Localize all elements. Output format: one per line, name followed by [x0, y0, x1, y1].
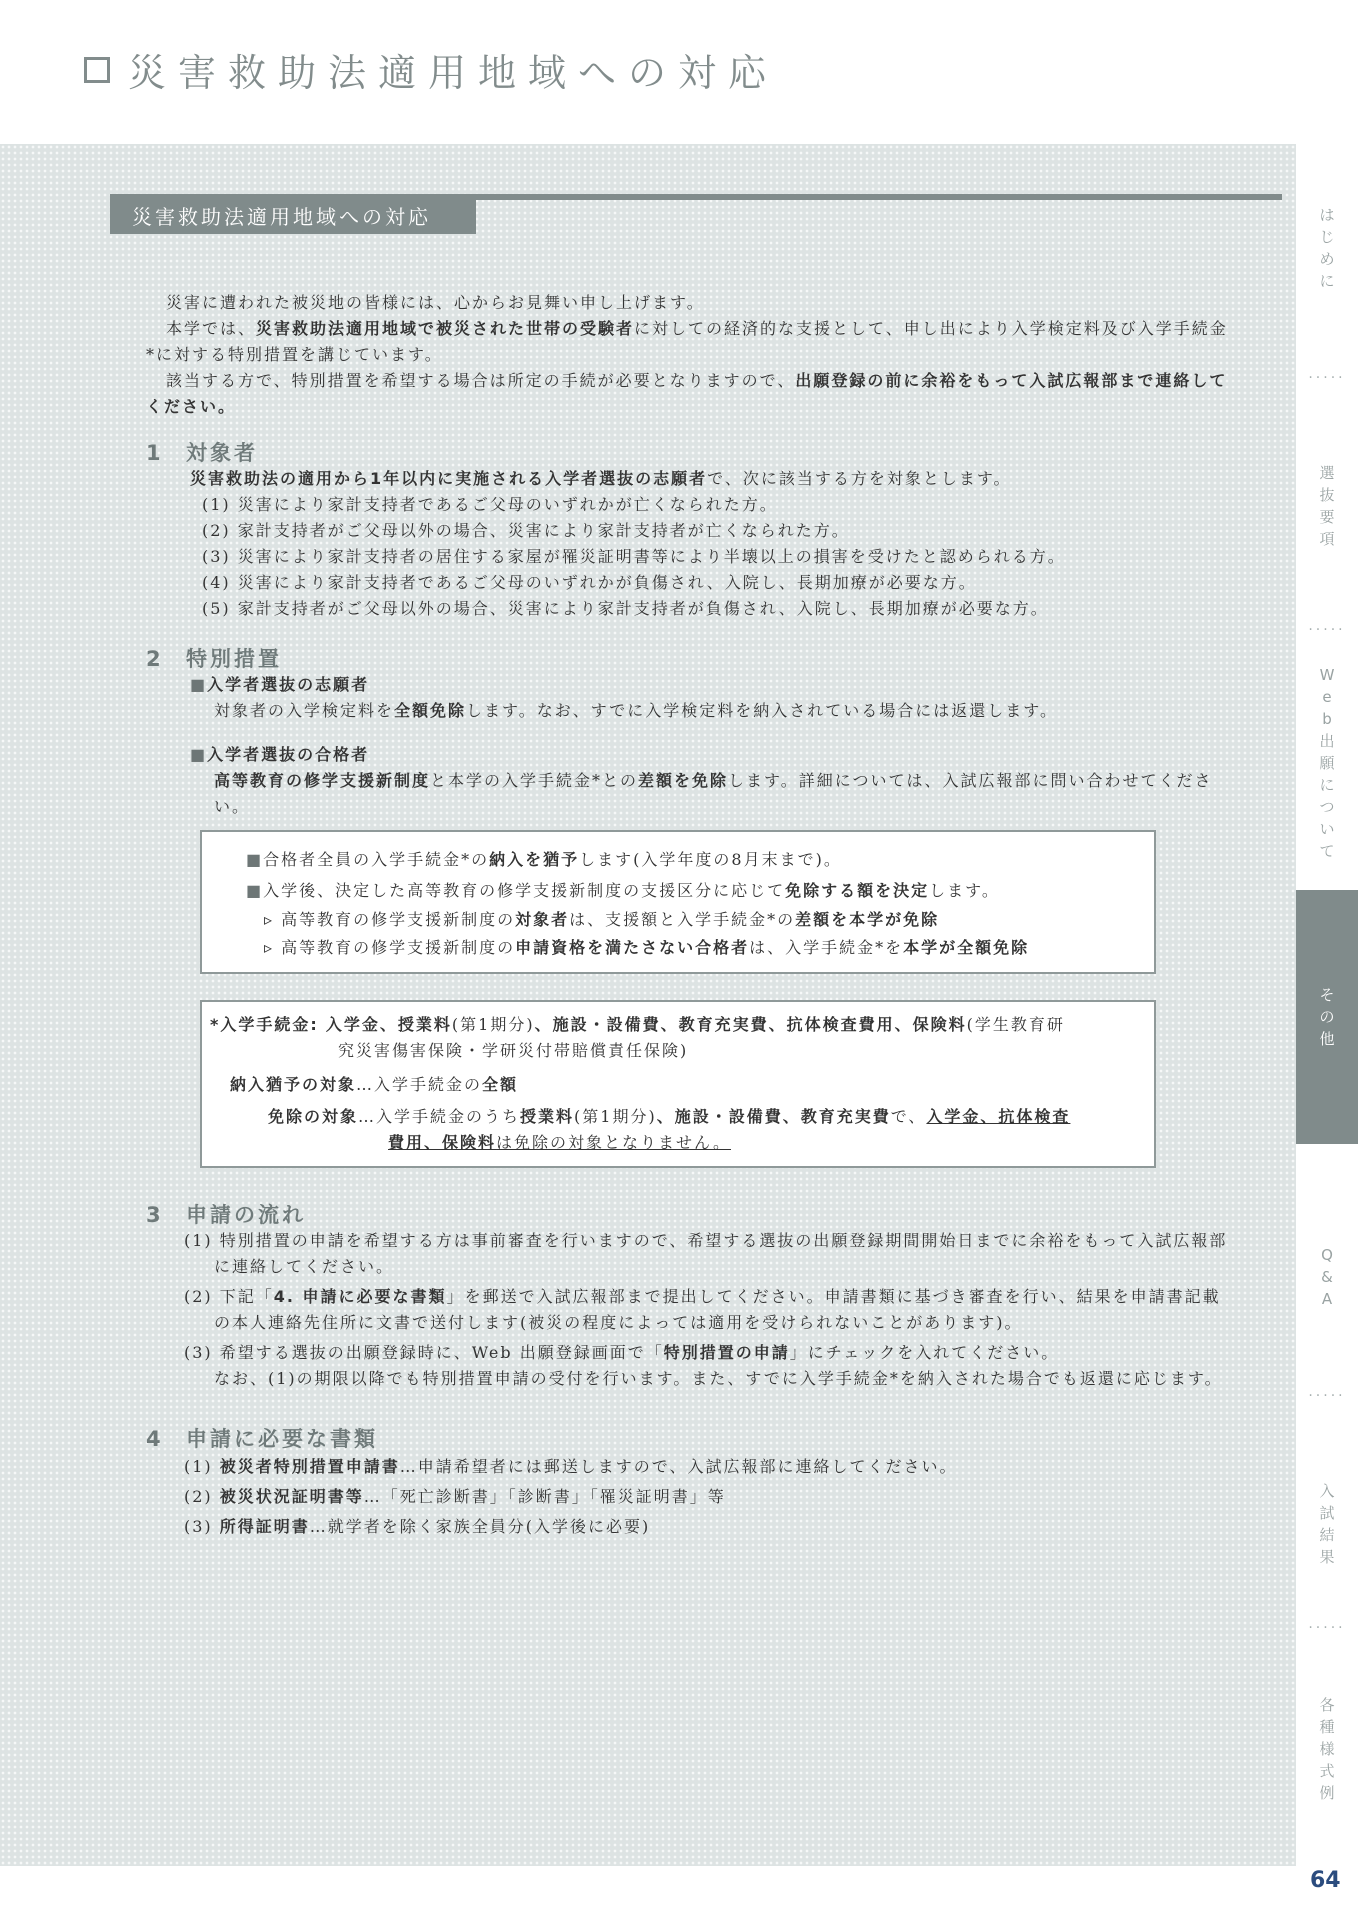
page-title-text: 災害救助法適用地域への対応	[128, 51, 779, 95]
tab-char: 結	[1319, 1526, 1335, 1544]
passer-text: 高等教育の修学支援新制度と本学の入学手続金*との差額を免除します。詳細については、入試広報部に問い合わせてください。	[214, 771, 1213, 816]
side-tab-other[interactable]	[1296, 890, 1358, 1144]
tab-char: い	[1319, 820, 1335, 838]
tab-char: 項	[1319, 530, 1335, 548]
tab-char: 選	[1319, 464, 1335, 482]
tab-char: じ	[1319, 228, 1335, 246]
tab-char: め	[1319, 250, 1335, 268]
document-item: (2) 被災状況証明書等…「死亡診断書」「診断書」「罹災証明書」等	[184, 1487, 726, 1506]
flow-item: (1) 特別措置の申請を希望する方は事前審査を行いますので、希望する選抜の出願登録期間開始日までに余裕をもって入試広報部に連絡してください。	[184, 1231, 1228, 1276]
side-tab-forms[interactable]	[1296, 1694, 1358, 1804]
side-tab-intro[interactable]	[1296, 204, 1358, 292]
tab-char: 出	[1319, 732, 1335, 750]
applicant-text: 対象者の入学検定料を全額免除します。なお、すでに入学検定料を納入されている場合には返還します。	[214, 701, 1058, 720]
subheading-applicant: ■入学者選抜の志願者	[190, 675, 370, 694]
intro	[146, 290, 1236, 420]
side-tab-web-application[interactable]	[1296, 664, 1358, 862]
tab-char: 果	[1319, 1548, 1335, 1566]
section-tag: 災害救助法適用地域への対応	[110, 196, 476, 234]
section-2	[146, 646, 1236, 1168]
tab-char: 様	[1319, 1740, 1335, 1758]
tab-char: 要	[1319, 508, 1335, 526]
square-bullet-icon: ■	[190, 675, 208, 694]
section-3	[146, 1202, 1236, 1392]
intro-p2: 本学では、災害救助法適用地域で被災された世帯の受験者に対しての経済的な支援として、申し出により入学検定料及び入学手続金*に対する特別措置を講じています。	[146, 319, 1228, 364]
subheading-passer: ■入学者選抜の合格者	[190, 745, 370, 764]
list-item: (3) 災害により家計支持者の居住する家屋が罹災証明書等により半壊以上の損害を受けたと認められる方。	[202, 547, 1066, 566]
section-4-heading: 4 申請に必要な書類	[146, 1427, 378, 1451]
section-4	[146, 1426, 1236, 1542]
section-2-heading: 2 特別措置	[146, 647, 282, 671]
exemption-note: 費用、保険料は免除の対象となりません。	[388, 1133, 731, 1152]
section-1-heading: 1 対象者	[146, 441, 258, 465]
box-line: ▹ 高等教育の修学支援新制度の申請資格を満たさない合格者は、入学手続金*を本学が全額免除	[264, 938, 1030, 957]
section-1	[146, 440, 1236, 622]
tab-char: そ	[1319, 986, 1335, 1004]
tab-char: 式	[1319, 1762, 1335, 1780]
tab-char: 試	[1319, 1504, 1335, 1522]
square-bullet-icon: ■	[190, 745, 208, 764]
list-item: (1) 災害により家計支持者であるご父母のいずれかが亡くなられた方。	[202, 495, 778, 514]
flow-item: (2) 下記「4. 申請に必要な書類」を郵送で入試広報部まで提出してください。申請書類に基づき審査を行い、結果を申請書記載の本人連絡先住所に文書で送付します(被災の程度によっては適用を受けられないことがあります)。	[184, 1287, 1221, 1332]
tab-char: の	[1319, 1008, 1335, 1026]
tab-char: 例	[1319, 1784, 1335, 1802]
tab-char: e	[1322, 688, 1332, 706]
section-1-list	[190, 492, 1236, 622]
fee-line-2: 究災害傷害保険・学研災付帯賠償責任保険)	[338, 1041, 689, 1060]
tab-char: 各	[1319, 1696, 1335, 1714]
page-title	[84, 42, 778, 97]
intro-p3: 該当する方で、特別措置を希望する場合は所定の手続が必要となりますので、出願登録の前に余裕をもって入試広報部まで連絡してください。	[146, 371, 1228, 416]
side-tab-guidelines[interactable]	[1296, 462, 1358, 550]
list-item: (2) 家計支持者がご父母以外の場合、災害により家計支持者が亡くなられた方。	[202, 521, 850, 540]
document-item: (3) 所得証明書…就学者を除く家族全員分(入学後に必要)	[184, 1517, 651, 1536]
main-panel	[0, 144, 1296, 1866]
document-item: (1) 被災者特別措置申請書…申請希望者には郵送しますので、入試広報部に連絡してください。	[184, 1457, 958, 1476]
box-line: ■合格者全員の入学手続金*の納入を猶予します(入学年度の8月末まで)。	[246, 850, 842, 869]
exemption-target: 免除の対象…入学手続金のうち授業料(第1期分)、施設・設備費、教育充実費で、入学金、抗体検査	[268, 1107, 1071, 1126]
content	[146, 290, 1236, 1542]
tab-char: &	[1321, 1268, 1333, 1286]
tab-char: 抜	[1319, 486, 1335, 504]
triangle-bullet-icon: ▹	[264, 910, 275, 929]
tab-divider: ·····	[1308, 1388, 1346, 1404]
tab-char: に	[1319, 776, 1335, 794]
tab-char: 入	[1319, 1482, 1335, 1500]
box-line: ▹ 高等教育の修学支援新制度の対象者は、支援額と入学手続金*の差額を本学が免除	[264, 910, 940, 929]
tab-divider: ·····	[1308, 1620, 1346, 1636]
intro-p1: 災害に遭われた被災地の皆様には、心からお見舞い申し上げます。	[166, 293, 705, 312]
box-line: ■入学後、決定した高等教育の修学支援新制度の支援区分に応じて免除する額を決定します。	[246, 881, 1000, 900]
fee-definition-box	[200, 1000, 1156, 1168]
tab-divider: ·····	[1308, 622, 1346, 638]
triangle-bullet-icon: ▹	[264, 938, 275, 957]
fee-line-1: *入学手続金: 入学金、授業料(第1期分)、施設・設備費、教育充実費、抗体検査費用、保険料(学生教育研	[210, 1015, 1065, 1034]
tab-divider: ·····	[1308, 370, 1346, 386]
side-tab-results[interactable]	[1296, 1480, 1358, 1568]
tab-char: 種	[1319, 1718, 1335, 1736]
title-square-icon	[84, 57, 110, 83]
tab-char: は	[1319, 206, 1335, 224]
flow-item: (3) 希望する選抜の出願登録時に、Web 出願登録画面で「特別措置の申請」にチェックを入れてください。	[184, 1343, 1060, 1362]
tab-char: つ	[1319, 798, 1335, 816]
tab-char: 他	[1319, 1030, 1335, 1048]
tab-char: A	[1321, 1290, 1333, 1308]
tab-char: に	[1319, 272, 1335, 290]
page-number: 64	[1310, 1868, 1341, 1893]
flow-note: なお、(1)の期限以降でも特別措置申請の受付を行います。また、すでに入学手続金*を納入された場合でも返還に応じます。	[214, 1369, 1223, 1388]
tab-char: Q	[1321, 1246, 1333, 1264]
section-1-lead: 災害救助法の適用から1年以内に実施される入学者選抜の志願者で、次に該当する方を対象とします。	[190, 469, 1012, 488]
side-nav	[1296, 144, 1358, 1866]
tab-char: 願	[1319, 754, 1335, 772]
deferral-box	[200, 830, 1156, 974]
section-3-heading: 3 申請の流れ	[146, 1203, 306, 1227]
side-tab-qa[interactable]	[1296, 1244, 1358, 1310]
list-item: (5) 家計支持者がご父母以外の場合、災害により家計支持者が負傷され、入院し、長期加療が必要な方。	[202, 599, 1049, 618]
deferral-target: 納入猶予の対象…入学手続金の全額	[230, 1075, 519, 1094]
list-item: (4) 災害により家計支持者であるご父母のいずれかが負傷され、入院し、長期加療が必要な方。	[202, 573, 977, 592]
tab-char: b	[1322, 710, 1332, 728]
tab-char: て	[1319, 842, 1335, 860]
tab-char: W	[1319, 666, 1335, 684]
